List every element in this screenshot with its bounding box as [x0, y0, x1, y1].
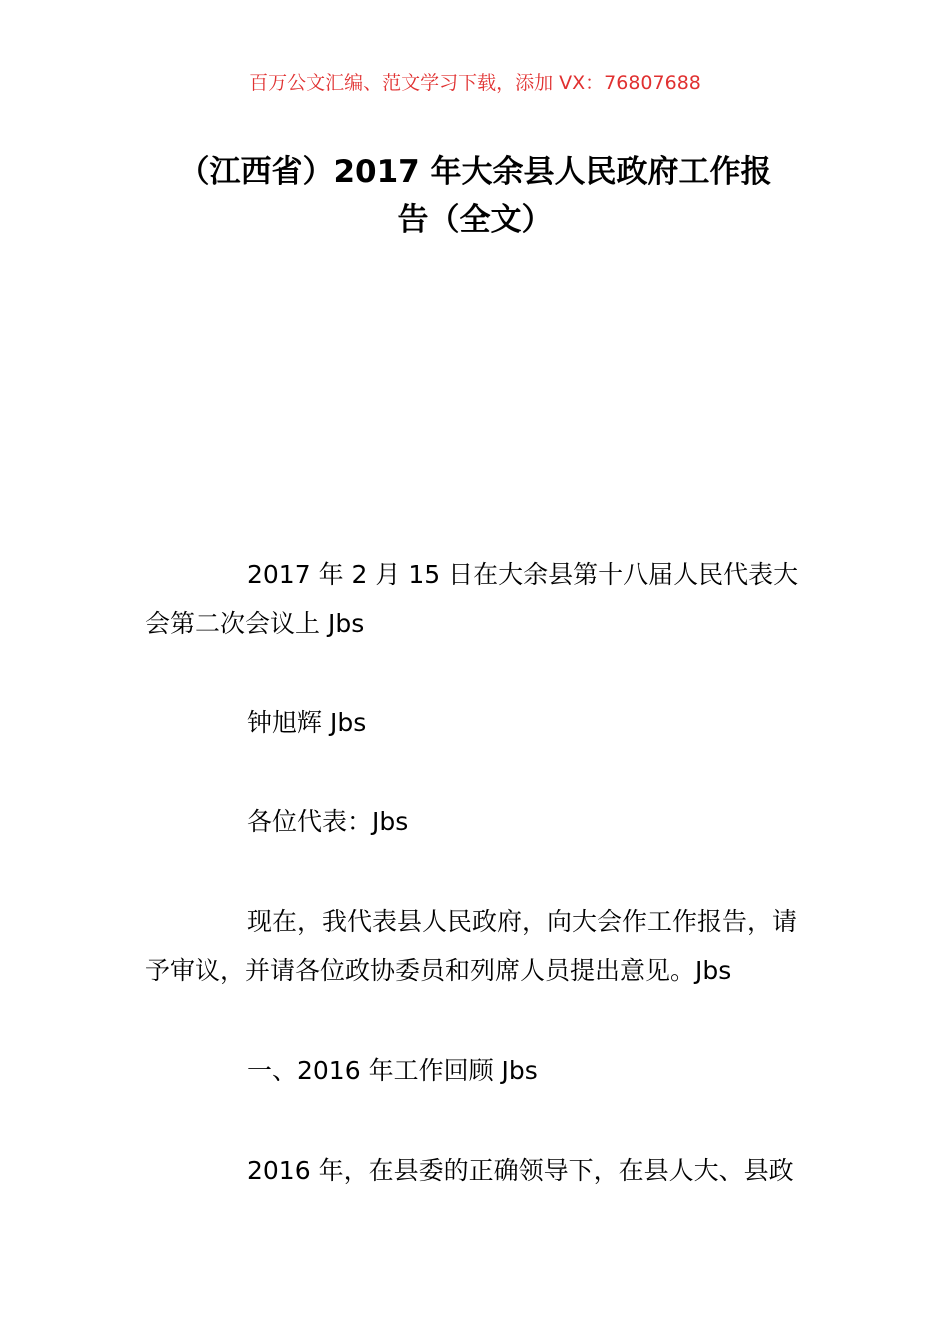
document-title [140, 148, 810, 244]
paragraph-author: 钟旭辉 Jbs [247, 708, 367, 737]
paragraph-body: 2016 年，在县委的正确领导下，在县人大、县政 [247, 1156, 794, 1185]
watermark-header: 百万公文汇编、范文学习下载，添加 VX：76807688 [249, 72, 701, 94]
section-heading: 一、2016 年工作回顾 Jbs [247, 1056, 538, 1085]
paragraph-intro: 现在，我代表县人民政府，向大会作工作报告，请予审议，并请各位政协委员和列席人员提出意见。Jbs [145, 907, 798, 985]
title-line-2: 告（全文） [397, 202, 553, 238]
title-line-1: （江西省）2017 年大余县人民政府工作报 [178, 154, 772, 190]
paragraph-salutation: 各位代表：Jbs [247, 807, 409, 836]
paragraph-meeting-info: 2017 年 2 月 15 日在大余县第十八届人民代表大会第二次会议上 Jbs [145, 560, 799, 638]
